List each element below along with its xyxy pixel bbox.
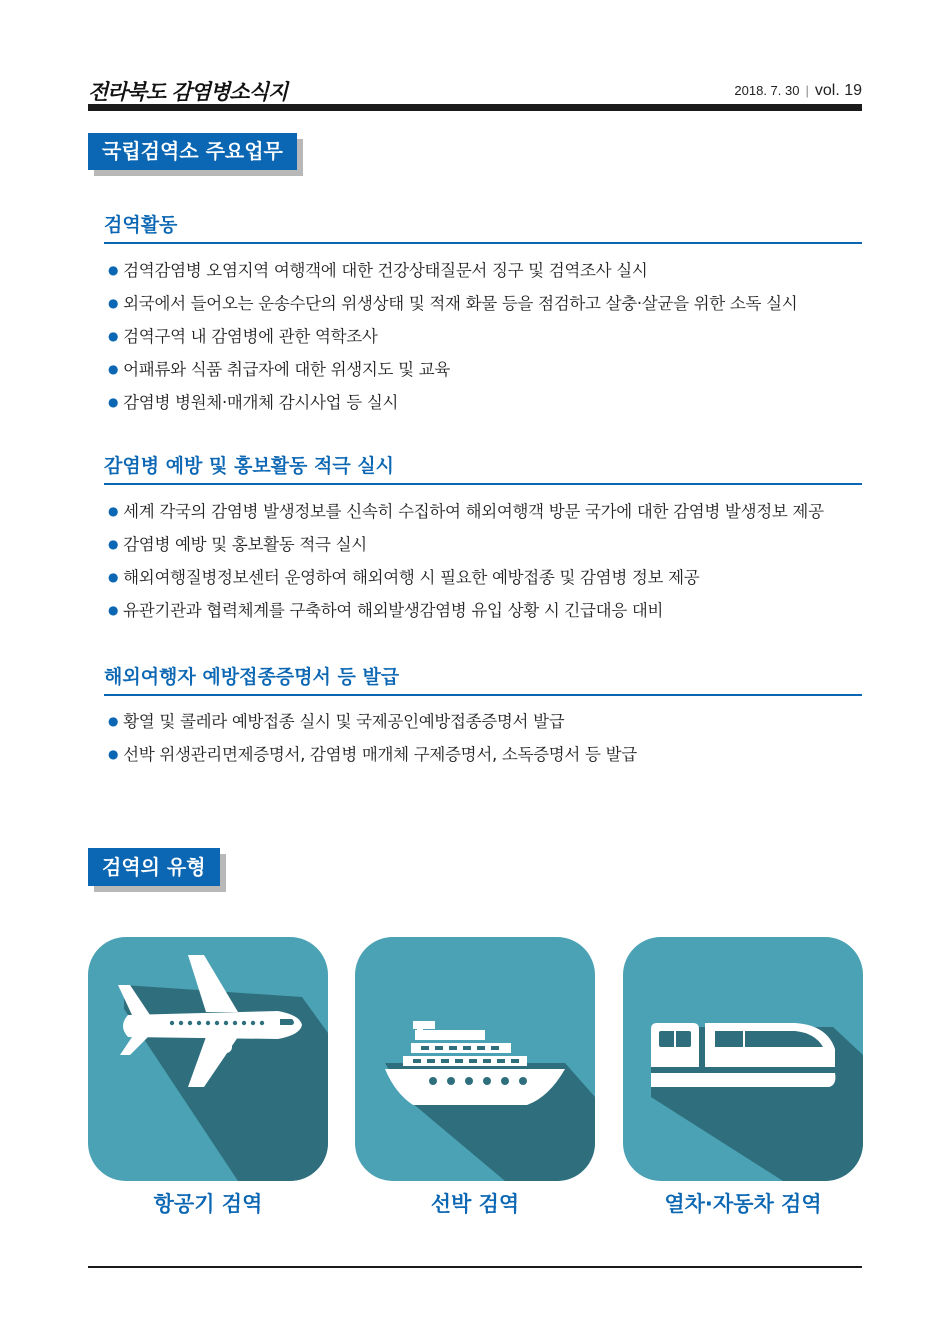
list-item: ● 외국에서 들어오는 운송수단의 위생상태 및 적재 화물 등을 점검하고 살충·살균을 위한 소독 실시 [108, 294, 798, 313]
bullet-icon: ● [108, 296, 119, 310]
bullet-icon: ● [108, 329, 119, 343]
list-item: ● 감염병 병원체·매개체 감시사업 등 실시 [108, 393, 399, 412]
bullet-icon: ● [108, 603, 119, 617]
issue-separator: | [805, 83, 809, 98]
caption-ship-quarantine: 선박 검역 [430, 1192, 520, 1216]
bullet-icon: ● [108, 714, 119, 728]
section-title-main-duties: 국립검역소 주요업무 [88, 133, 297, 170]
list-item: ● 세계 각국의 감염병 발생정보를 신속히 수집하여 해외여행객 방문 국가에 대한 감염병 발생정보 제공 [108, 502, 824, 521]
caption-train-vehicle-quarantine: 열차·자동차 검역 [664, 1192, 822, 1216]
subheading-certificates: 해외여행자 예방접종증명서 등 발급 [104, 664, 862, 696]
bullet-icon: ● [108, 537, 119, 551]
list-item: ● 어패류와 식품 취급자에 대한 위생지도 및 교육 [108, 360, 450, 379]
bullet-icon: ● [108, 263, 119, 277]
list-item: ● 해외여행질병정보센터 운영하여 해외여행 시 필요한 예방접종 및 감염병 정보 제공 [108, 568, 700, 587]
newsletter-logo: 전라북도 감염병소식지 [88, 79, 288, 104]
list-item: ● 선박 위생관리면제증명서, 감염병 매개체 구제증명서, 소독증명서 등 발급 [108, 745, 637, 764]
list-item: ● 황열 및 콜레라 예방접종 실시 및 국제공인예방접종증명서 발급 [108, 712, 565, 731]
header-rule [88, 104, 862, 111]
subheading-quarantine-activities: 검역활동 [104, 212, 862, 244]
list-item: ● 유관기관과 협력체계를 구축하여 해외발생감염병 유입 상황 시 긴급대응 대비 [108, 601, 664, 620]
bullet-icon: ● [108, 570, 119, 584]
list-item: ● 감염병 예방 및 홍보활동 적극 실시 [108, 535, 367, 554]
caption-aircraft-quarantine: 항공기 검역 [153, 1192, 263, 1216]
airplane-tile [88, 937, 328, 1181]
issue-date: 2018. 7. 30 [734, 83, 800, 98]
subheading-prevention-promotion: 감염병 예방 및 홍보활동 적극 실시 [104, 453, 862, 485]
bullet-icon: ● [108, 504, 119, 518]
bullet-icon: ● [108, 362, 119, 376]
list-item: ● 검역감염병 오염지역 여행객에 대한 건강상태질문서 징구 및 검역조사 실시 [108, 261, 648, 280]
airplane-icon [88, 937, 328, 1181]
ship-icon [355, 937, 595, 1181]
list-item: ● 검역구역 내 감염병에 관한 역학조사 [108, 327, 378, 346]
issue-volume: vol. 19 [814, 82, 862, 99]
train-icon [623, 937, 863, 1181]
list-prevention-promotion [108, 497, 868, 629]
footer-rule [88, 1266, 862, 1268]
list-certificates [108, 707, 868, 773]
bullet-icon: ● [108, 395, 119, 409]
section-title-quarantine-types: 검역의 유형 [88, 848, 220, 886]
issue-info [734, 82, 862, 100]
list-quarantine-activities [108, 256, 868, 421]
ship-tile [355, 937, 595, 1181]
train-tile [623, 937, 863, 1181]
bullet-icon: ● [108, 747, 119, 761]
